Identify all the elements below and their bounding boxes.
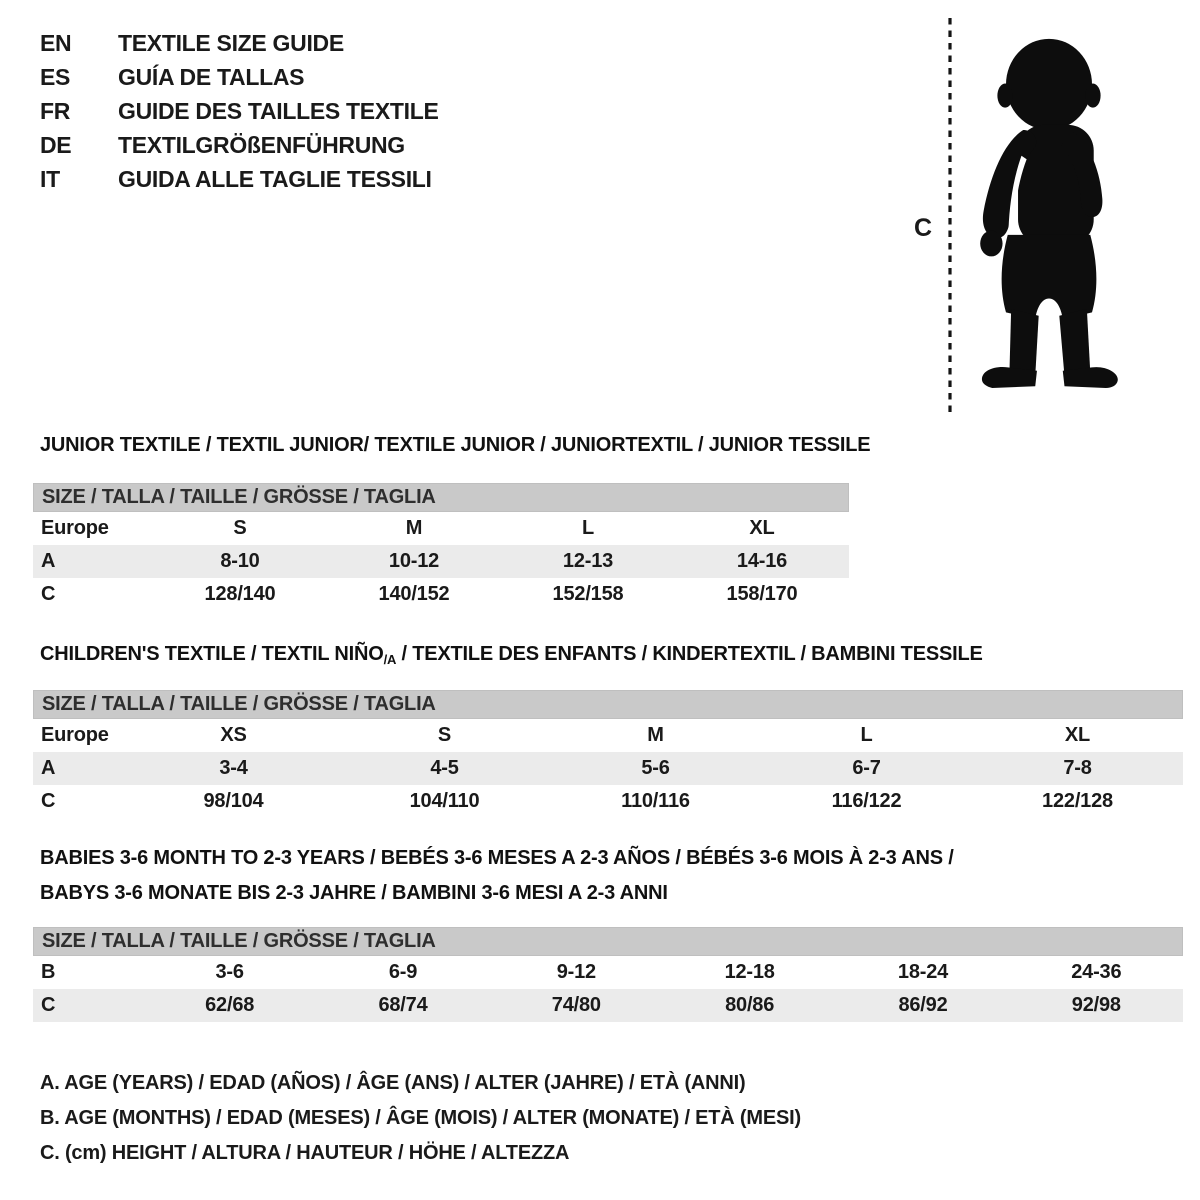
children-size-table xyxy=(33,719,1183,818)
table-cell: 6-9 xyxy=(388,961,418,983)
language-row xyxy=(40,162,439,196)
heading-text: CHILDREN'S TEXTILE / TEXTIL NIÑO xyxy=(40,643,384,665)
language-row xyxy=(40,94,439,128)
measure-legend xyxy=(40,1066,801,1171)
guide-title: GUIDA ALLE TAGLIE TESSILI xyxy=(118,166,432,192)
table-cell: 74/80 xyxy=(551,994,601,1016)
junior-size-table xyxy=(33,512,849,611)
guide-title: GUÍA DE TALLAS xyxy=(118,64,305,90)
table-cell: 62/68 xyxy=(205,994,255,1016)
heading-line-1: BABIES 3-6 MONTH TO 2-3 YEARS / BEBÉS 3-6 MESES A 2-3 AÑOS / BÉBÉS 3-6 MOIS À 2-3 ANS / xyxy=(40,847,954,869)
table-cell: 6-7 xyxy=(852,757,881,779)
table-row xyxy=(33,956,1183,989)
table-cell: 122/128 xyxy=(1042,790,1113,812)
table-cell: 116/122 xyxy=(831,790,902,812)
table-cell: 98/104 xyxy=(203,790,264,812)
table-cell: 10-12 xyxy=(388,550,440,572)
table-cell: 12-18 xyxy=(724,961,775,983)
row-label: A xyxy=(41,757,56,779)
table-cell: 140/152 xyxy=(378,583,450,605)
table-row xyxy=(33,578,849,611)
table-cell: S xyxy=(437,724,452,746)
table-row xyxy=(33,785,1183,818)
table-cell: 158/170 xyxy=(726,583,798,605)
table-cell: 110/116 xyxy=(621,790,690,812)
table-cell: XL xyxy=(749,517,775,539)
height-measure-label: C xyxy=(914,214,933,242)
row-label: C xyxy=(41,994,56,1016)
heading-line-2: BABYS 3-6 MONATE BIS 2-3 JAHRE / BAMBINI 3-6 MESI A 2-3 ANNI xyxy=(40,882,668,904)
table-cell: 68/74 xyxy=(378,994,428,1016)
table-cell: M xyxy=(647,724,664,746)
language-row xyxy=(40,60,439,94)
guide-title: GUIDE DES TAILLES TEXTILE xyxy=(118,98,439,124)
language-code: DE xyxy=(40,132,72,158)
heading-text: / TEXTILE DES ENFANTS / KINDERTEXTIL / BAMBINI TESSILE xyxy=(396,643,983,665)
row-label: C xyxy=(41,583,56,605)
table-cell: 18-24 xyxy=(897,961,949,983)
table-cell: 7-8 xyxy=(1063,757,1092,779)
table-cell: XL xyxy=(1064,724,1091,746)
table-cell: 4-5 xyxy=(430,757,459,779)
table-row xyxy=(33,545,849,578)
table-row xyxy=(33,989,1183,1022)
row-label: C xyxy=(41,790,56,812)
toddler-silhouette-icon xyxy=(963,14,1135,418)
row-label: Europe xyxy=(41,517,109,539)
language-code: FR xyxy=(40,98,71,124)
table-cell: 24-36 xyxy=(1071,961,1122,983)
table-cell: 80/86 xyxy=(725,994,775,1016)
children-section-heading xyxy=(40,643,983,667)
guide-title: TEXTILGRÖßENFÜHRUNG xyxy=(118,132,405,158)
size-header-bar: SIZE / TALLA / TAILLE / GRÖSSE / TAGLIA xyxy=(33,690,1183,719)
table-cell: 14-16 xyxy=(736,550,788,572)
table-cell: 3-4 xyxy=(219,757,248,779)
legend-line-c: C. (cm) HEIGHT / ALTURA / HAUTEUR / HÖHE / ALTEZZA xyxy=(40,1142,570,1164)
table-row xyxy=(33,512,849,545)
junior-section-heading: JUNIOR TEXTILE / TEXTIL JUNIOR/ TEXTILE JUNIOR / JUNIORTEXTIL / JUNIOR TESSILE xyxy=(40,434,871,456)
table-cell: S xyxy=(233,517,247,539)
row-label: A xyxy=(41,550,56,572)
language-row xyxy=(40,128,439,162)
language-code: EN xyxy=(40,30,72,56)
language-code: IT xyxy=(40,166,60,192)
table-cell: 152/158 xyxy=(552,583,624,605)
table-row xyxy=(33,719,1183,752)
row-label: B xyxy=(41,961,56,983)
language-code: ES xyxy=(40,64,71,90)
table-cell: 12-13 xyxy=(562,550,614,572)
table-cell: L xyxy=(860,724,873,746)
table-row xyxy=(33,752,1183,785)
size-header-bar: SIZE / TALLA / TAILLE / GRÖSSE / TAGLIA xyxy=(33,927,1183,956)
babies-section-heading xyxy=(40,841,954,911)
row-label: Europe xyxy=(41,724,109,746)
legend-line-a: A. AGE (YEARS) / EDAD (AÑOS) / ÂGE (ANS) / ALTER (JAHRE) / ETÀ (ANNI) xyxy=(40,1072,746,1094)
table-cell: XS xyxy=(220,724,247,746)
table-cell: 3-6 xyxy=(215,961,244,983)
legend-line-b: B. AGE (MONTHS) / EDAD (MESES) / ÂGE (MOIS) / ALTER (MONATE) / ETÀ (MESI) xyxy=(40,1107,801,1129)
table-cell: 86/92 xyxy=(898,994,948,1016)
table-cell: L xyxy=(581,517,595,539)
table-cell: 92/98 xyxy=(1071,994,1121,1016)
guide-title: TEXTILE SIZE GUIDE xyxy=(118,30,344,56)
table-cell: 128/140 xyxy=(204,583,276,605)
table-cell: 9-12 xyxy=(556,961,596,983)
size-header-bar: SIZE / TALLA / TAILLE / GRÖSSE / TAGLIA xyxy=(33,483,849,512)
table-cell: 8-10 xyxy=(220,550,260,572)
heading-subscript: /A xyxy=(383,652,397,667)
table-cell: M xyxy=(405,517,423,539)
language-row xyxy=(40,26,439,60)
height-dashed-line xyxy=(947,18,953,416)
table-cell: 104/110 xyxy=(409,790,480,812)
height-measure-figure xyxy=(910,10,1160,422)
table-cell: 5-6 xyxy=(641,757,670,779)
language-title-list xyxy=(40,26,439,196)
babies-size-table xyxy=(33,956,1183,1022)
